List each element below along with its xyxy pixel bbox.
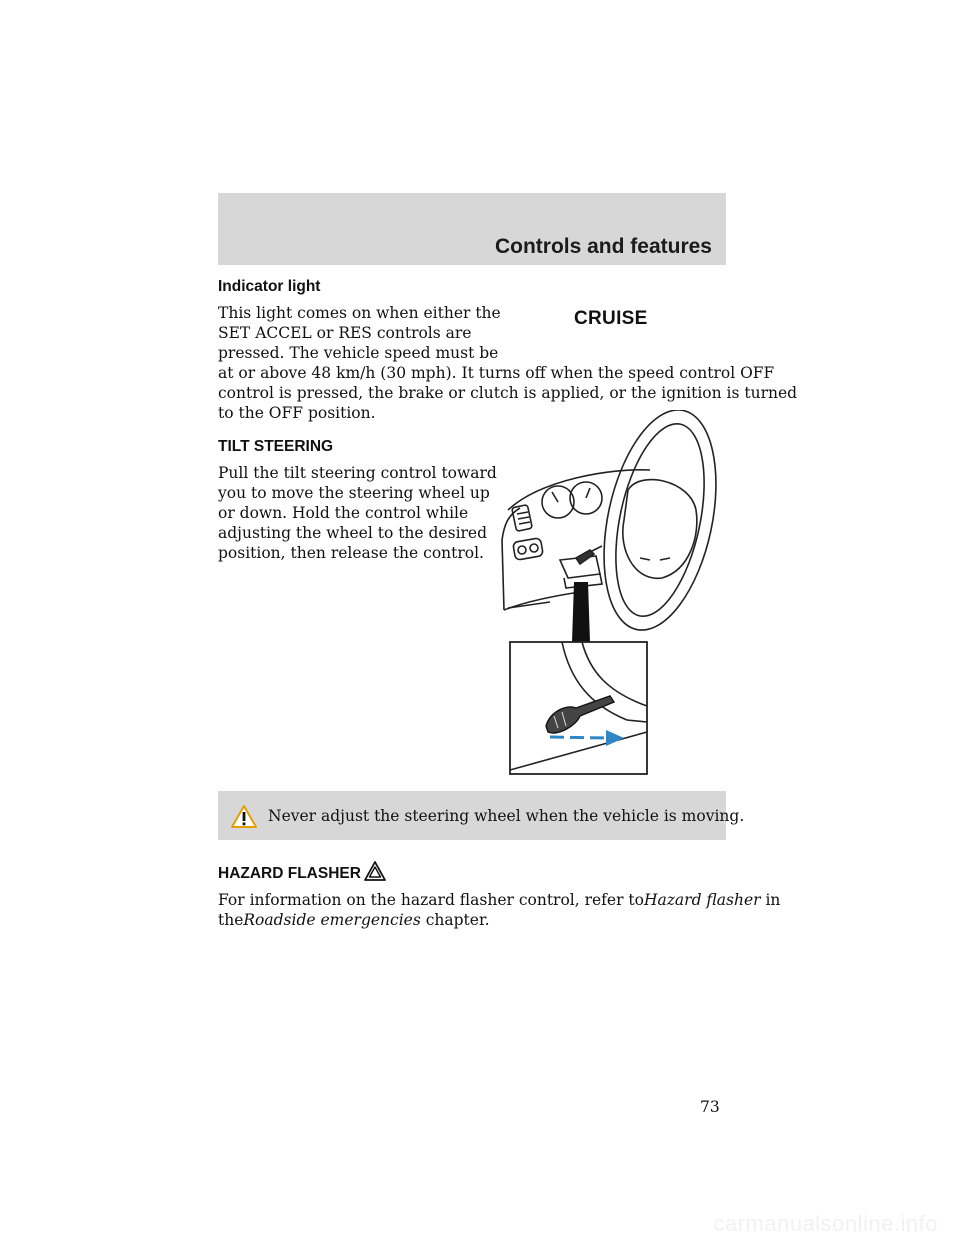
page-number: 73	[700, 1098, 720, 1116]
hazard-line-1-text: For information on the hazard flasher control, refer to	[218, 891, 644, 909]
steering-column-illustration	[490, 410, 730, 780]
hazard-heading: HAZARD FLASHER	[218, 865, 361, 882]
header-bar	[218, 193, 726, 265]
tilt-line-3: or down. Hold the control while	[218, 504, 469, 522]
indicator-heading: Indicator light	[218, 278, 321, 295]
indicator-line-2: SET ACCEL or RES controls are	[218, 324, 472, 342]
indicator-line-1: This light comes on when either the	[218, 304, 501, 322]
footer-site-text: carmanualsonline.info	[713, 1210, 938, 1236]
hazard-triangle-icon	[364, 861, 386, 881]
hazard-flasher-ref: Hazard flasher	[644, 891, 761, 909]
hazard-line-2-suffix: chapter.	[425, 911, 490, 929]
footer-site-watermark	[0, 1205, 960, 1242]
hazard-line-1-suffix: in	[765, 891, 781, 909]
cruise-lamp-label: CRUISE	[574, 308, 648, 329]
indicator-line-4: at or above 48 km/h (30 mph). It turns off when the speed control OFF	[218, 364, 775, 382]
tilt-line-1: Pull the tilt steering control toward	[218, 464, 497, 482]
indicator-line-5: control is pressed, the brake or clutch is applied, or the ignition is turned	[218, 384, 798, 402]
tilt-line-2: you to move the steering wheel up	[218, 484, 490, 502]
indicator-line-3: pressed. The vehicle speed must be	[218, 344, 499, 362]
tilt-line-4: adjusting the wheel to the desired	[218, 524, 488, 542]
hazard-line-2-text: the	[218, 911, 244, 929]
warning-text: Never adjust the steering wheel when the vehicle is moving.	[268, 807, 745, 825]
indicator-line-6: to the OFF position.	[218, 404, 376, 422]
hazard-line-1	[218, 890, 780, 910]
tilt-line-5: position, then release the control.	[218, 544, 484, 562]
hazard-line-2	[218, 910, 490, 930]
roadside-emergencies-ref: Roadside emergencies	[243, 911, 421, 929]
tilt-heading: TILT STEERING	[218, 438, 334, 455]
hazard-heading-row	[218, 865, 386, 883]
section-title: Controls and features	[494, 235, 712, 258]
warning-triangle-icon	[230, 804, 258, 829]
